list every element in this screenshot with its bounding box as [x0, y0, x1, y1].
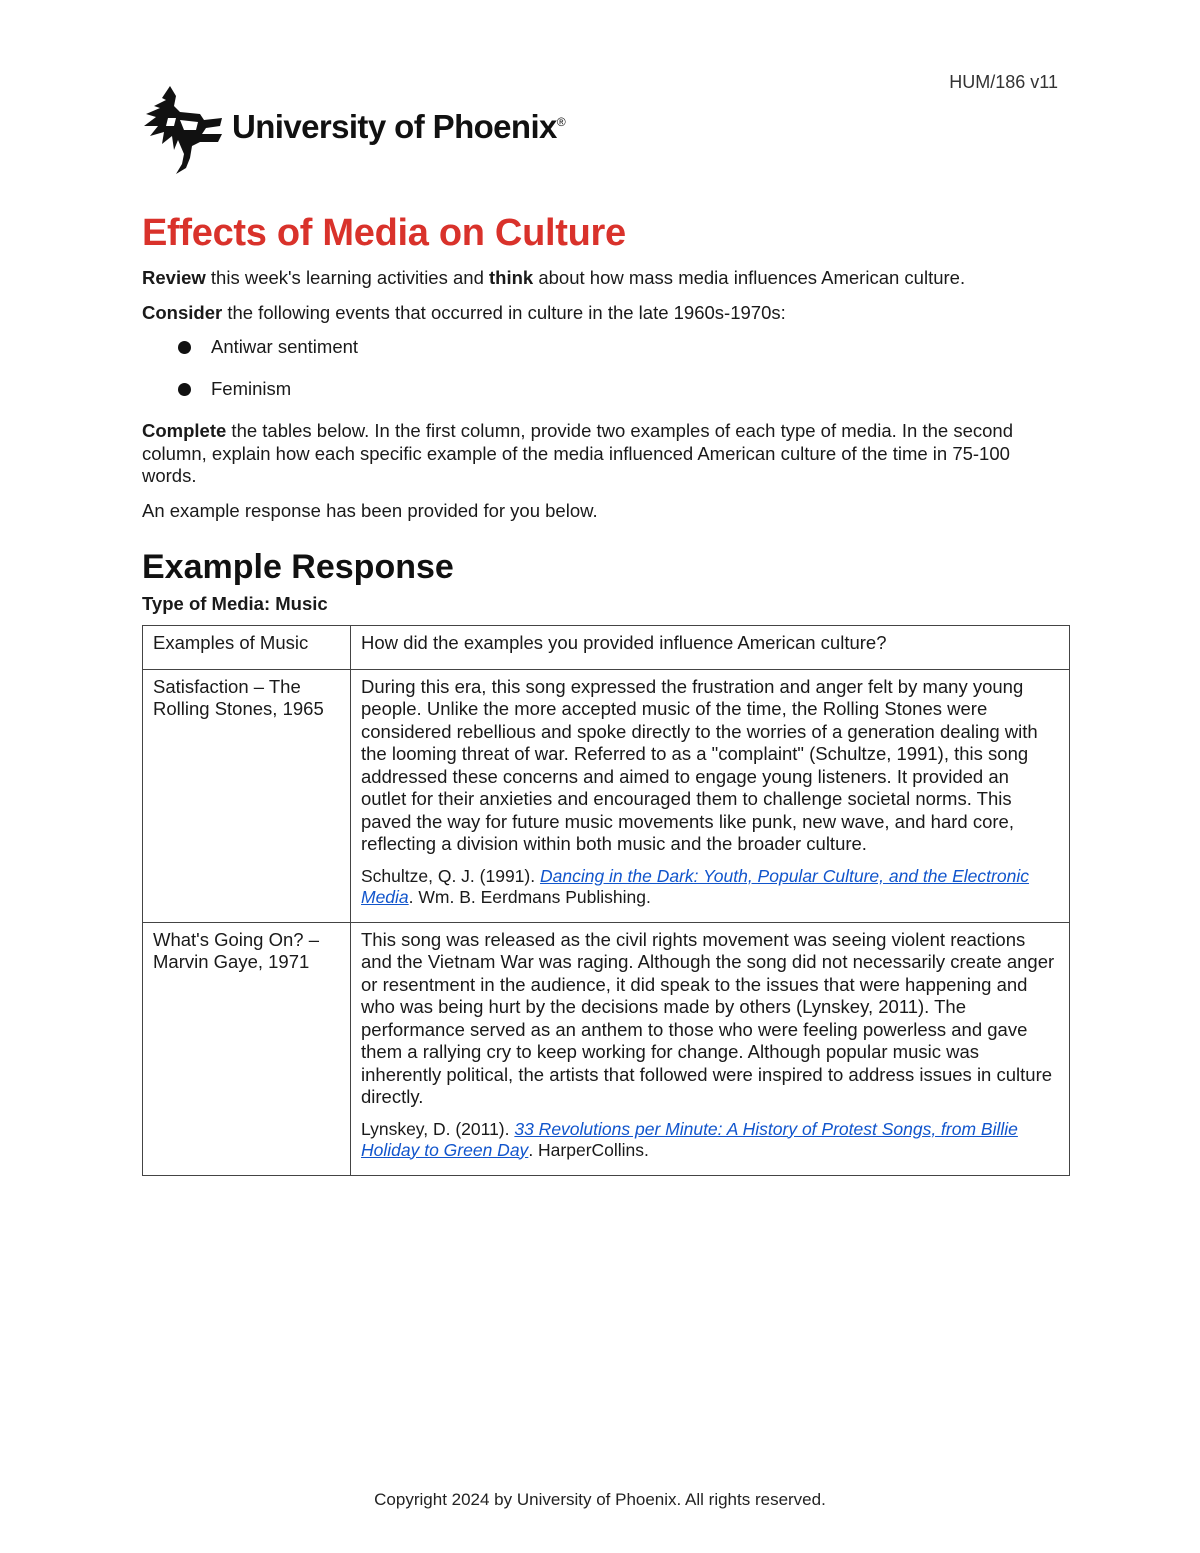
- table-header-row: [143, 626, 1070, 670]
- column-header: How did the examples you provided influence American culture?: [351, 626, 1070, 670]
- explanation-text: During this era, this song expressed the frustration and anger felt by many young people. Unlike the more accepted music of the time, the Rolling Stones were considered rebellious and spoke directly to the worries of a generation dealing with the looming threat of war. Referred to as a "complaint" (Schultze, 1991), this song addressed these concerns and aimed to engage young listeners. It provided an outlet for their anxieties and encouraged them to challenge societal norms. This paved the way for future music movements like punk, new wave, and hard core, reflecting a division within both music and the broader culture.: [361, 675, 1038, 854]
- bullet-icon: [178, 383, 191, 396]
- list-item: Antiwar sentiment: [178, 336, 1062, 358]
- explanation-cell: [351, 669, 1070, 922]
- document-body: [142, 212, 1062, 1176]
- reference-link[interactable]: Dancing in the Dark: Youth, Popular Culture, and the Electronic Media: [361, 865, 1029, 907]
- logo-wordmark: University of Phoenix®: [232, 108, 566, 145]
- complete-instruction: Complete the tables below. In the first column, provide two examples of each type of media. In the second column, explain how each specific example of the media influenced American culture of the time in 75-100 words.: [142, 420, 1013, 486]
- media-type-label: Type of Media: Music: [142, 593, 328, 614]
- example-cell: What's Going On? – Marvin Gaye, 1971: [143, 922, 351, 1175]
- reference: Lynskey, D. (2011). 33 Revolutions per Minute: A History of Protest Songs, from Billie Holiday to Green Day. HarperCollins.: [361, 1118, 1018, 1160]
- bullet-icon: [178, 341, 191, 354]
- table-row: [143, 669, 1070, 922]
- example-cell: Satisfaction – The Rolling Stones, 1965: [143, 669, 351, 922]
- explanation-cell: [351, 922, 1070, 1175]
- phoenix-bird-icon: [140, 84, 224, 176]
- example-note: An example response has been provided for you below.: [142, 499, 598, 521]
- events-list: [142, 336, 1062, 400]
- explanation-text: This song was released as the civil rights movement was seeing violent reactions and the Vietnam War was raging. Although the song did not necessarily create anger or resentment in the audience, it did speak to the issues that were happening and who was being hurt by the decisions made by others (Lynskey, 2011). The performance served as an anthem to those who were feeling powerless and gave them a rallying cry to keep working for change. Although popular music was inherently political, the artists that followed were inspired to address issues in culture directly.: [361, 928, 1055, 1107]
- copyright-footer: Copyright 2024 by University of Phoenix. All rights reserved.: [374, 1490, 826, 1509]
- column-header: Examples of Music: [143, 626, 351, 670]
- example-heading: Example Response: [142, 548, 454, 586]
- page-title: Effects of Media on Culture: [142, 212, 626, 254]
- university-logo: [140, 84, 565, 176]
- course-code: HUM/186 v11: [949, 72, 1058, 92]
- list-item: Feminism: [178, 378, 1062, 400]
- reference: Schultze, Q. J. (1991). Dancing in the Dark: Youth, Popular Culture, and the Electronic Media. Wm. B. Eerdmans Publishing.: [361, 865, 1029, 907]
- reference-link[interactable]: 33 Revolutions per Minute: A History of Protest Songs, from Billie Holiday to Green Day: [361, 1118, 1018, 1160]
- example-table: [142, 625, 1070, 1176]
- review-instruction: Review this week's learning activities and think about how mass media influences American culture.: [142, 267, 966, 288]
- consider-instruction: Consider the following events that occurred in culture in the late 1960s-1970s:: [142, 301, 786, 323]
- table-row: [143, 922, 1070, 1175]
